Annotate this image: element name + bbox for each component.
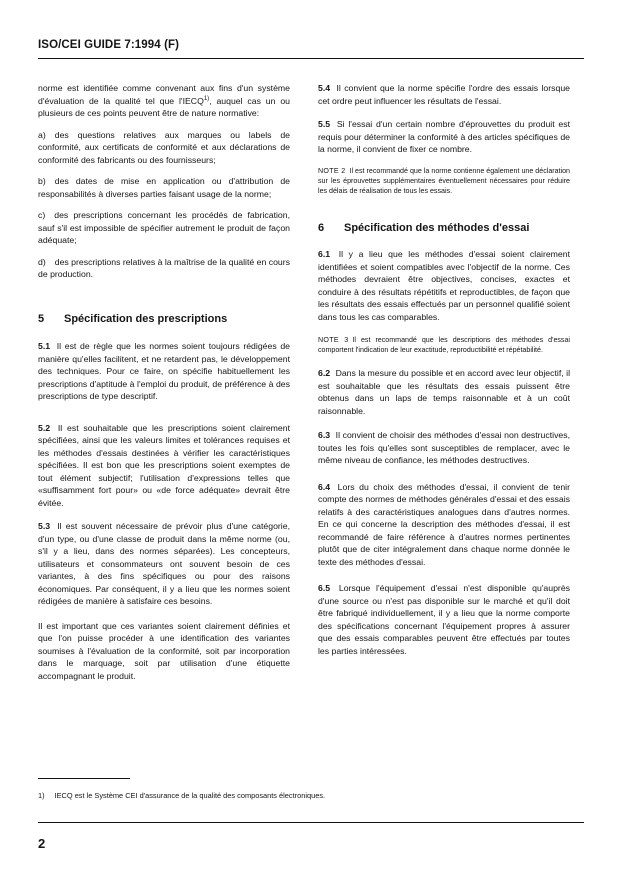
- list-text: des dates de mise en application ou d'attribution de responsabilités à diverses parties faisant usage de la norme;: [38, 176, 290, 199]
- clause-number: 6.1: [318, 249, 331, 259]
- clause-text: Il convient de choisir des méthodes d'essai non destructives, toutes les fois qu'elles sont susceptibles de remplacer, avec le même niveau de confiance, les méthodes destructives.: [318, 430, 571, 465]
- note-text: Il est recommandé que les descriptions des méthodes d'essai comportent l'indication de leur exactitude, reproductibilité et répétabilité.: [318, 336, 571, 354]
- note-text: Il est recommandé que la norme contienne également une déclaration sur les éprouvettes supplémentaires éventuellement nécessaires pour réduire les délais de réalisation de tous les essais.: [318, 166, 571, 195]
- right-column: [318, 82, 570, 657]
- clause-5-3: [38, 520, 290, 608]
- section-title: Spécification des prescriptions: [64, 312, 228, 325]
- section-number: 6: [318, 221, 325, 234]
- list-text: des prescriptions concernant les procédés de fabrication, sauf s'il est impossible de spécifier autrement le produit de façon adéquate;: [38, 210, 290, 245]
- clause-6-4: [318, 481, 570, 569]
- clause-text: Il est souvent nécessaire de prévoir plus d'une catégorie, d'un type, ou d'une classe de produit dans la même norme (ou, s'il y a lieu, dans des normes séparées). Les concepteurs, utilisateurs et consommateurs ont souvent besoin de ces variantes, à des fins spécifiques ou pour des raisons économiques. Par conséquent, il y a lieu que les normes soient rédigées de manière à satisfaire ces besoins.: [38, 521, 290, 606]
- intro-text: norme est identifiée comme convenant aux fins d'un système d'évaluation de la qualité tel que l'IECQ: [38, 83, 290, 106]
- list-letter: a): [38, 129, 46, 140]
- clause-6-5: [318, 582, 570, 657]
- clause-text: Dans la mesure du possible et en accord avec leur objectif, il est souhaitable que les résultats des essais puissent être obtenus dans un laps de temps raisonnable et à un coût raisonnable.: [318, 368, 570, 416]
- clause-number: 6.3: [318, 430, 331, 440]
- header-rule: [38, 58, 584, 59]
- clause-text: Si l'essai d'un certain nombre d'éprouvettes du produit est requis pour déterminer la conformité à des articles spécifiques de la norme, il convient de fixer ce nombre.: [318, 119, 570, 154]
- clause-5-4: [318, 82, 570, 107]
- clause-text: Lors du choix des méthodes d'essai, il convient de tenir compte des normes de méthodes générales d'essai et des essais relatifs à des caractéristiques analogues dans d'autres normes. En ce qui concerne la description des méthodes d'essai, il est recommandé de faire référence à d'autres normes pertinentes plutôt que de citer intégralement dans chaque norme donnée le texte des méthodes d'essai.: [318, 481, 570, 567]
- clause-number: 6.2: [318, 368, 331, 378]
- list-letter: c): [38, 210, 46, 220]
- list-item: [38, 256, 290, 281]
- clause-5-1: [38, 340, 290, 403]
- clause-6-1: [318, 248, 570, 323]
- clause-number: 5.2: [38, 422, 51, 433]
- clause-number: 5.5: [318, 119, 331, 129]
- list-letter: d): [38, 256, 46, 267]
- intro-paragraph: [38, 82, 290, 120]
- section-number: 5: [38, 312, 45, 325]
- clause-number: 6.4: [318, 481, 331, 492]
- list-text: des questions relatives aux marques ou labels de conformité, aux certificats de conformité et aux déclarations de conformité des fabricants ou des fournisseurs;: [38, 129, 290, 165]
- clause-5-5: [318, 118, 570, 156]
- note-2: [318, 166, 570, 196]
- clause-text: Il convient que la norme spécifie l'ordre des essais lorsque cet ordre peut influencer les résultats de l'essai.: [318, 83, 570, 106]
- footnote: [38, 791, 584, 801]
- clause-text: Il est de règle que les normes soient toujours rédigées de manière qu'elles facilitent, et ne retardent pas, le développement des techniques. Pour ce faire, on spécifie habituellement les prescriptions d'aptitude à l'emploi du produit, de préférence à des prescriptions de type descriptif.: [38, 341, 290, 401]
- section-5-heading: [38, 313, 290, 326]
- list-letter: b): [38, 176, 46, 186]
- clause-number: 6.5: [318, 583, 331, 593]
- left-column: [38, 82, 290, 682]
- clause-number: 5.1: [38, 341, 51, 351]
- clause-5-2: [38, 422, 290, 510]
- section-title: Spécification des méthodes d'essai: [344, 221, 530, 234]
- footnote-rule: [38, 778, 130, 779]
- footer-rule: [38, 822, 584, 823]
- list-item: [38, 175, 290, 200]
- note-label: NOTE 3: [318, 336, 349, 344]
- clause-number: 5.3: [38, 521, 51, 531]
- list-text: des prescriptions relatives à la maîtrise de la qualité en cours de production.: [38, 256, 290, 279]
- variants-paragraph: Il est important que ces variantes soient clairement définies et que l'on puisse procéder à une identification des variantes soumises à l'évaluation de la conformité, soit par incorporation dans le marquage, soit par utilisation d'une étiquette accompagnant le produit.: [38, 620, 290, 681]
- page-number: 2: [38, 836, 46, 851]
- clause-text: Lorsque l'équipement d'essai n'est disponible qu'auprès d'une source ou n'est pas disponible sur le marché et qu'il doit être fabriqué individuellement, il y a lieu que la norme comporte des spécifications concernant l'équipement propres à assurer que des essais comparables peuvent être effectués par toutes les parties intéressées.: [318, 583, 570, 656]
- note-label: NOTE 2: [318, 166, 346, 175]
- clause-number: 5.4: [318, 83, 331, 93]
- clause-text: Il est souhaitable que les prescriptions soient clairement spécifiées, ainsi que les valeurs limites et tolérances requises et les méthodes d'essais destinées à vérifier les caractéristiques spécifiées. Il est bon que les prescriptions soient exemptes de tout élément subjectif; l'utilisation d'expressions telles que «suffisamment fort pour» ou «de force adéquate» devrait être évitée.: [38, 422, 290, 508]
- clause-text: Il y a lieu que les méthodes d'essai soient clairement identifiées et soient compatibles avec l'objectif de la norme. Ces méthodes devraient être objectives, concises, exactes et conduire à des résultats répétitifs et reproductibles, de façon que les résultats des essais effectués par un personnel qualifié soient dans tous les cas comparables.: [318, 249, 570, 322]
- running-header: ISO/CEI GUIDE 7:1994 (F): [38, 39, 180, 51]
- list-item: [38, 129, 290, 167]
- clause-6-3: [318, 429, 570, 467]
- clause-6-2: [318, 367, 570, 417]
- footnote-ref: 1): [203, 95, 210, 102]
- list-item: [38, 209, 290, 247]
- section-6-heading: [318, 222, 570, 235]
- footnote-text: IECQ est le Système CEI d'assurance de la qualité des composants électroniques.: [54, 791, 326, 800]
- intro-text-end: , auquel cas un ou plusieurs de ces points peuvent être de nature normative:: [38, 95, 290, 118]
- note-3: [318, 335, 570, 355]
- footnote-marker: 1): [38, 791, 45, 800]
